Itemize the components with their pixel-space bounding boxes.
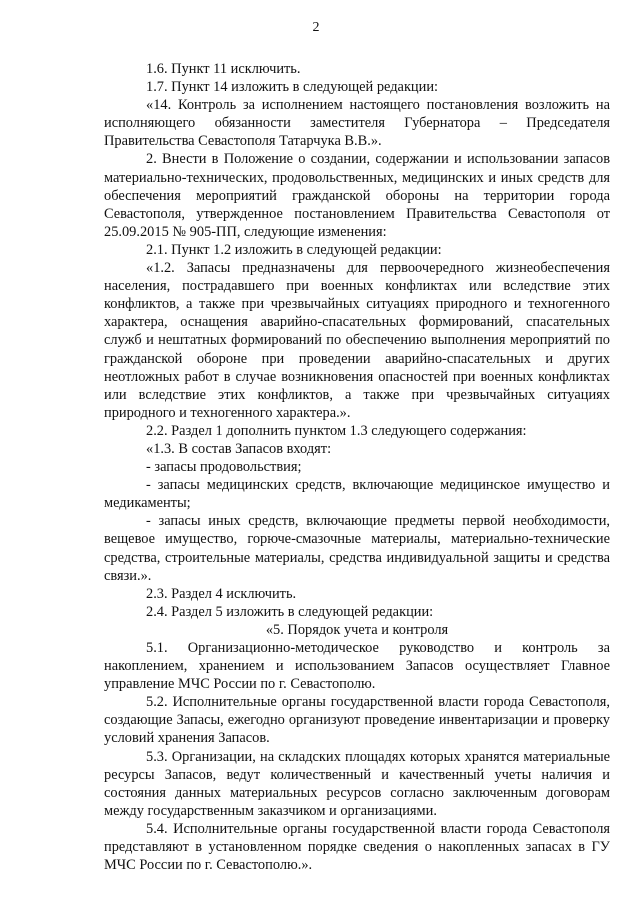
paragraph-5-2: 5.2. Исполнительные органы государственной власти города Севастополя, создающие Запасы, ежегодно организуют проведение инвентаризации и проверку условий хранения Запасов. bbox=[104, 694, 610, 747]
list-item-medical: - запасы медицинских средств, включающие медицинское имущество и медикаменты; bbox=[104, 477, 610, 512]
paragraph-1-3-intro: «1.3. В состав Запасов входят: bbox=[146, 440, 332, 457]
paragraph-2: 2. Внести в Положение о создании, содержании и использовании запасов материально-технических, продовольственных, медицинских и иных средств для обеспечения мероприятий гражданской обороны на территории города Севастополя, утвержденное постановлением Правительства Севастополя от 25.09.2015 № 905-ПП, следующие изменения: bbox=[104, 151, 610, 240]
paragraph-5-1: 5.1. Организационно-методическое руководство и контроль за накоплением, хранением и использованием Запасов осуществляет Главное управление МЧС России по г. Севастополю. bbox=[104, 640, 610, 693]
document-body bbox=[104, 60, 610, 874]
paragraph-2-3: 2.3. Раздел 4 исключить. bbox=[146, 585, 297, 602]
paragraph-1-7: 1.7. Пункт 14 изложить в следующей редакции: bbox=[146, 79, 439, 96]
paragraph-1-2-text: «1.2. Запасы предназначены для первоочередного жизнеобеспечения населения, пострадавшего при военных конфликтах или вследствие этих конфликтов, а также при чрезвычайных ситуациях природного и техногенного характера, оснащения аварийно-спасательных формирований, спасательных служб и нештатных формирований по обеспечению выполнения мероприятий по гражданской обороне при проведении аварийно-спасательных и других неотложных работ в случае возникновения опасностей при военных конфликтах или вследствие этих конфликтов, а также при чрезвычайных ситуациях природного и техногенного характера.». bbox=[104, 260, 610, 421]
paragraph-2-4: 2.4. Раздел 5 изложить в следующей редакции: bbox=[146, 603, 434, 620]
list-item-food: - запасы продовольствия; bbox=[146, 459, 302, 476]
paragraph-2-2: 2.2. Раздел 1 дополнить пунктом 1.3 следующего содержания: bbox=[146, 422, 527, 439]
page-number: 2 bbox=[312, 20, 320, 35]
paragraph-2-1: 2.1. Пункт 1.2 изложить в следующей редакции: bbox=[146, 241, 442, 258]
list-item-other: - запасы иных средств, включающие предметы первой необходимости, вещевое имущество, горюче-смазочные материалы, материально-технические средства, строительные материалы, средства индивидуальной защиты и средства связи.». bbox=[104, 513, 610, 584]
paragraph-14-text: «14. Контроль за исполнением настоящего постановления возложить на исполняющего обязанности заместителя Губернатора – Председателя Правительства Севастополя Татарчука В.В.». bbox=[104, 97, 610, 150]
section-5-heading: «5. Порядок учета и контроля bbox=[265, 621, 449, 638]
paragraph-1-6: 1.6. Пункт 11 исключить. bbox=[146, 61, 301, 77]
paragraph-5-3: 5.3. Организации, на складских площадях которых хранятся материальные ресурсы Запасов, ведут количественный и качественный учеты наличия и состояния данных материальных ресурсов согласно заключенным договорам между государственным заказчиком и организациями. bbox=[104, 748, 610, 819]
paragraph-5-4: 5.4. Исполнительные органы государственной власти города Севастополя представляют в установленном порядке сведения о накопленных запасах в ГУ МЧС России по г. Севастополю.». bbox=[104, 820, 610, 874]
